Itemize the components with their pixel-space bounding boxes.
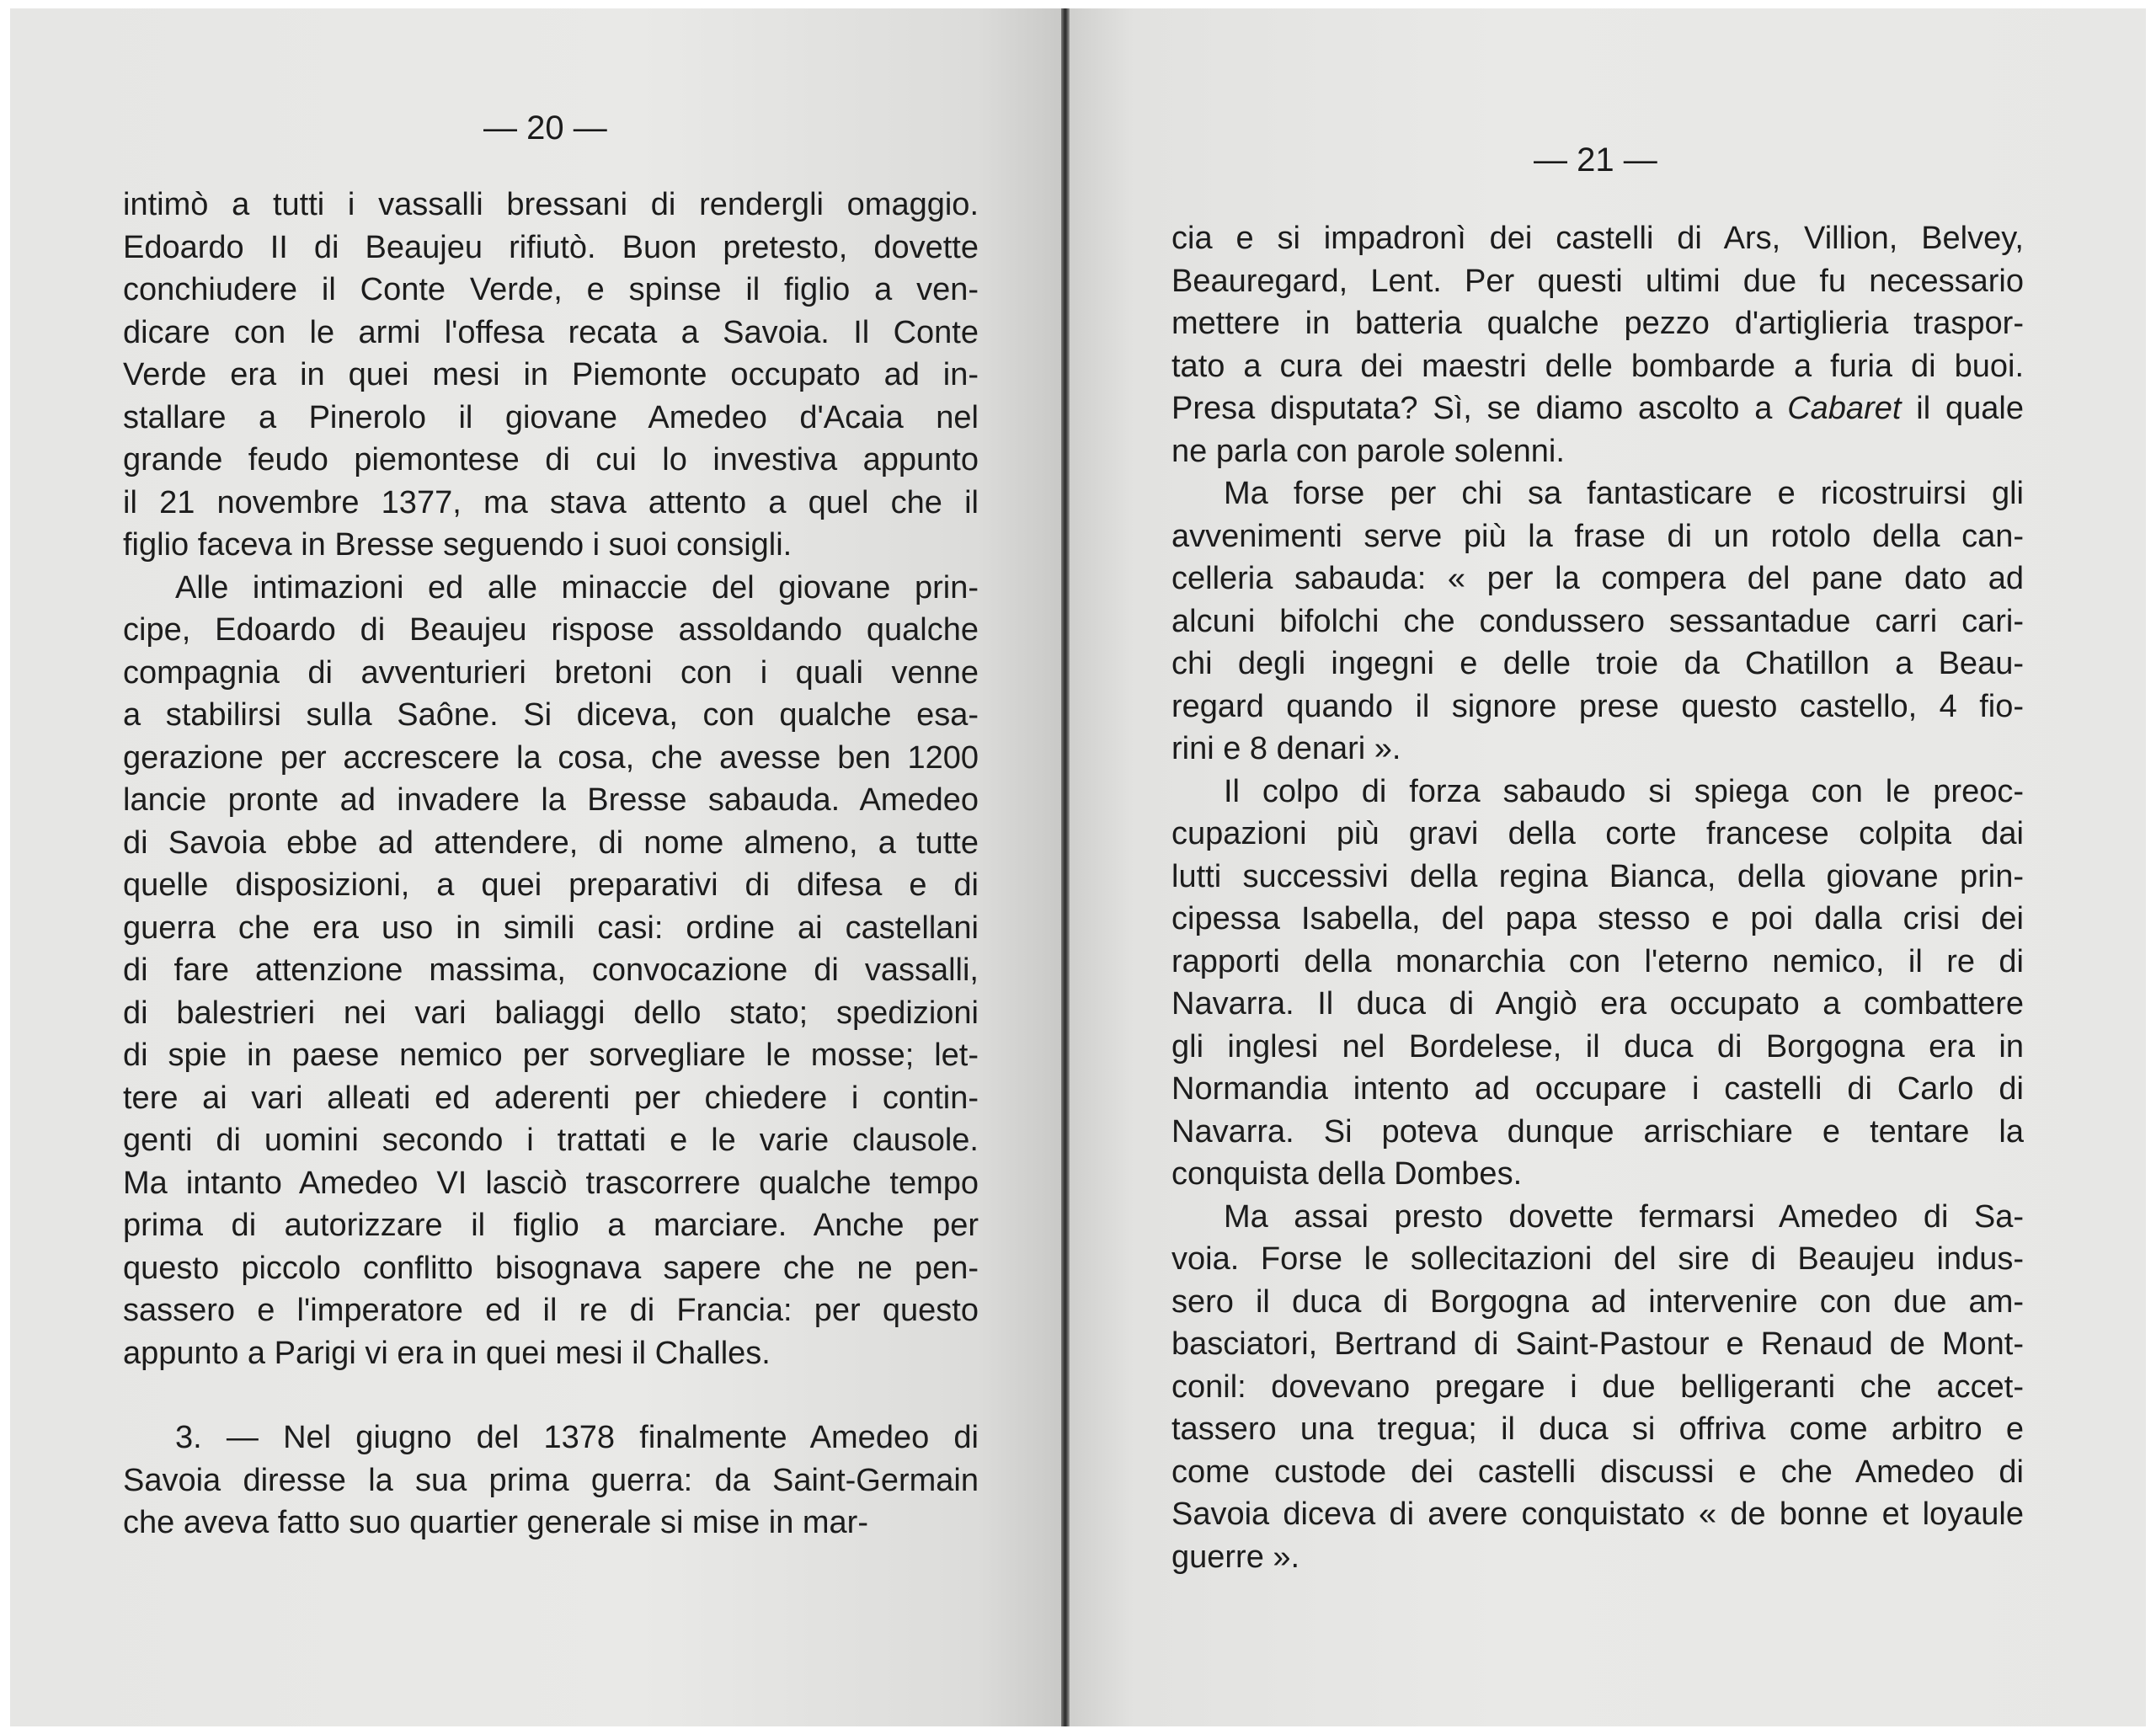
text-line: cia e si impadronì dei castelli di Ars, Villion, Belvey, bbox=[1171, 221, 2024, 256]
text-line: tassero una tregua; il duca si offriva come arbitro e bbox=[1171, 1411, 2024, 1447]
text-line: avvenimenti serve più la frase di un rotolo della can- bbox=[1171, 518, 2024, 554]
text-line: grande feudo piemontese di cui lo investiva appunto bbox=[123, 442, 979, 478]
paragraph bbox=[1171, 472, 2024, 771]
text-line: guerra che era uso in simili casi: ordine ai castellani bbox=[123, 910, 979, 946]
text-line: gli inglesi nel Bordelese, il duca di Borgogna era in bbox=[1171, 1028, 2024, 1064]
text-line: di balestrieri nei vari baliaggi dello stato; spedizioni bbox=[123, 995, 979, 1031]
right-page bbox=[1070, 8, 2146, 1726]
text-line: tere ai vari alleati ed aderenti per chiedere i contin- bbox=[123, 1080, 979, 1116]
text-line: lutti successivi della regina Bianca, della giovane prin- bbox=[1171, 858, 2024, 894]
page-number-left: — 20 — bbox=[483, 109, 607, 147]
text-line: Presa disputata? Sì, se diamo ascolto a Cabaret il quale bbox=[1171, 391, 2024, 426]
text-line: dicare con le armi l'offesa recata a Savoia. Il Conte bbox=[123, 314, 979, 350]
book-gutter bbox=[1061, 8, 1070, 1726]
text-line: Savoia diceva di avere conquistato « de bonne et loyaule bbox=[1171, 1497, 2024, 1532]
left-page-text bbox=[123, 184, 979, 1545]
text-line: stallare a Pinerolo il giovane Amedeo d'Acaia nel bbox=[123, 399, 979, 435]
italic-text: Cabaret bbox=[1787, 391, 1902, 426]
right-page-text bbox=[1171, 217, 2024, 1578]
text-line: genti di uomini secondo i trattati e le varie clausole. bbox=[123, 1123, 979, 1158]
text-line: Beauregard, Lent. Per questi ultimi due fu necessario bbox=[1171, 263, 2024, 299]
text-line: Alle intimazioni ed alle minaccie del giovane prin- bbox=[175, 569, 979, 606]
text-line: questo piccolo conflitto bisognava sapere che ne pen- bbox=[123, 1250, 979, 1286]
text-line: Ma assai presto dovette fermarsi Amedeo di Sa- bbox=[1224, 1198, 2024, 1235]
paragraph bbox=[1171, 1196, 2024, 1579]
text-line: figlio faceva in Bresse seguendo i suoi consigli. bbox=[123, 527, 792, 563]
text-line: lancie pronte ad invadere la Bresse sabauda. Amedeo bbox=[123, 782, 979, 818]
text-line: mettere in batteria qualche pezzo d'artiglieria traspor- bbox=[1171, 306, 2024, 341]
text-line: come custode dei castelli discussi e che Amedeo di bbox=[1171, 1454, 2024, 1490]
text-line: rapporti della monarchia con l'eterno nemico, il re di bbox=[1171, 943, 2024, 979]
text-line: cupazioni più gravi della corte francese colpita dai bbox=[1171, 816, 2024, 851]
text-line: Savoia diresse la sua prima guerra: da Saint-Germain bbox=[123, 1462, 979, 1498]
text-line: cipessa Isabella, del papa stesso e poi dalla crisi dei bbox=[1171, 901, 2024, 936]
text-line: prima di autorizzare il figlio a marciare. Anche per bbox=[123, 1208, 979, 1243]
text-line: gerazione per accrescere la cosa, che avesse ben 1200 bbox=[123, 739, 979, 776]
text-line: a stabilirsi sulla Saône. Si diceva, con qualche esa- bbox=[123, 697, 979, 733]
text-line: regard quando il signore prese questo castello, 4 fio- bbox=[1171, 688, 2024, 724]
text-line: ne parla con parole solenni. bbox=[1171, 433, 1565, 469]
text-line: celleria sabauda: « per la compera del pane dato ad bbox=[1171, 561, 2024, 596]
paragraph bbox=[123, 567, 979, 1375]
paragraph bbox=[1171, 217, 2024, 472]
text-line: di Savoia ebbe ad attendere, di nome almeno, a tutte bbox=[123, 824, 979, 861]
text-line: Ma forse per chi sa fantasticare e ricostruirsi gli bbox=[1224, 476, 2024, 511]
text-line: Ma intanto Amedeo VI lasciò trascorrere qualche tempo bbox=[123, 1165, 979, 1201]
text-line: Il colpo di forza sabaudo si spiega con le preoc- bbox=[1224, 773, 2024, 809]
text-line: di fare attenzione massima, convocazione di vassalli, bbox=[123, 952, 979, 988]
text-line: chi degli ingegni e delle troie da Chatillon a Beau- bbox=[1171, 646, 2024, 681]
book-spread bbox=[10, 8, 2146, 1726]
text-line: voia. Forse le sollecitazioni del sire di Beaujeu indus- bbox=[1171, 1241, 2024, 1277]
left-page bbox=[10, 8, 1061, 1726]
text-line: Navarra. Il duca di Angiò era occupato a combattere bbox=[1171, 986, 2024, 1022]
paragraph bbox=[1171, 771, 2024, 1196]
text-line: Navarra. Si poteva dunque arrischiare e tentare la bbox=[1171, 1113, 2024, 1150]
paragraph bbox=[123, 1417, 979, 1545]
text-line: Edoardo II di Beaujeu rifiutò. Buon pretesto, dovette bbox=[123, 229, 979, 265]
text-line: Normandia intento ad occupare i castelli di Carlo di bbox=[1171, 1071, 2024, 1107]
text-line: tato a cura dei maestri delle bombarde a furia di buoi. bbox=[1171, 348, 2024, 384]
text-line: 3. — Nel giugno del 1378 finalmente Amedeo di bbox=[175, 1420, 979, 1455]
paragraph bbox=[123, 184, 979, 567]
text-line: conchiudere il Conte Verde, e spinse il figlio a ven- bbox=[123, 272, 979, 307]
text-line: rini e 8 denari ». bbox=[1171, 731, 1401, 766]
text-line: di spie in paese nemico per sorvegliare le mosse; let- bbox=[123, 1038, 979, 1073]
page-number-right: — 21 — bbox=[1534, 141, 1657, 179]
text-line: appunto a Parigi vi era in quei mesi il Challes. bbox=[123, 1335, 771, 1371]
text-line: il 21 novembre 1377, ma stava attento a quel che il bbox=[123, 484, 979, 520]
text-line: basciatori, Bertrand di Saint-Pastour e Renaud de Mont- bbox=[1171, 1326, 2024, 1362]
text-line: sero il duca di Borgogna ad intervenire con due am- bbox=[1171, 1283, 2024, 1320]
text-line: che aveva fatto suo quartier generale si mise in mar- bbox=[123, 1505, 868, 1540]
text-line: cipe, Edoardo di Beaujeu rispose assoldando qualche bbox=[123, 612, 979, 648]
text-line: intimò a tutti i vassalli bressani di rendergli omaggio. bbox=[123, 187, 979, 222]
text-line: quelle disposizioni, a quei preparativi di difesa e di bbox=[123, 867, 979, 903]
text-line: compagnia di avventurieri bretoni con i quali venne bbox=[123, 654, 979, 691]
text-line: Verde era in quei mesi in Piemonte occupato ad in- bbox=[123, 357, 979, 392]
text-line: sassero e l'imperatore ed il re di Francia: per questo bbox=[123, 1293, 979, 1328]
text-line: conquista della Dombes. bbox=[1171, 1156, 1523, 1192]
text-line: alcuni bifolchi che condussero sessantadue carri cari- bbox=[1171, 603, 2024, 639]
text-line: conil: dovevano pregare i due belligeranti che accet- bbox=[1171, 1369, 2024, 1405]
text-line: guerre ». bbox=[1171, 1539, 1300, 1575]
